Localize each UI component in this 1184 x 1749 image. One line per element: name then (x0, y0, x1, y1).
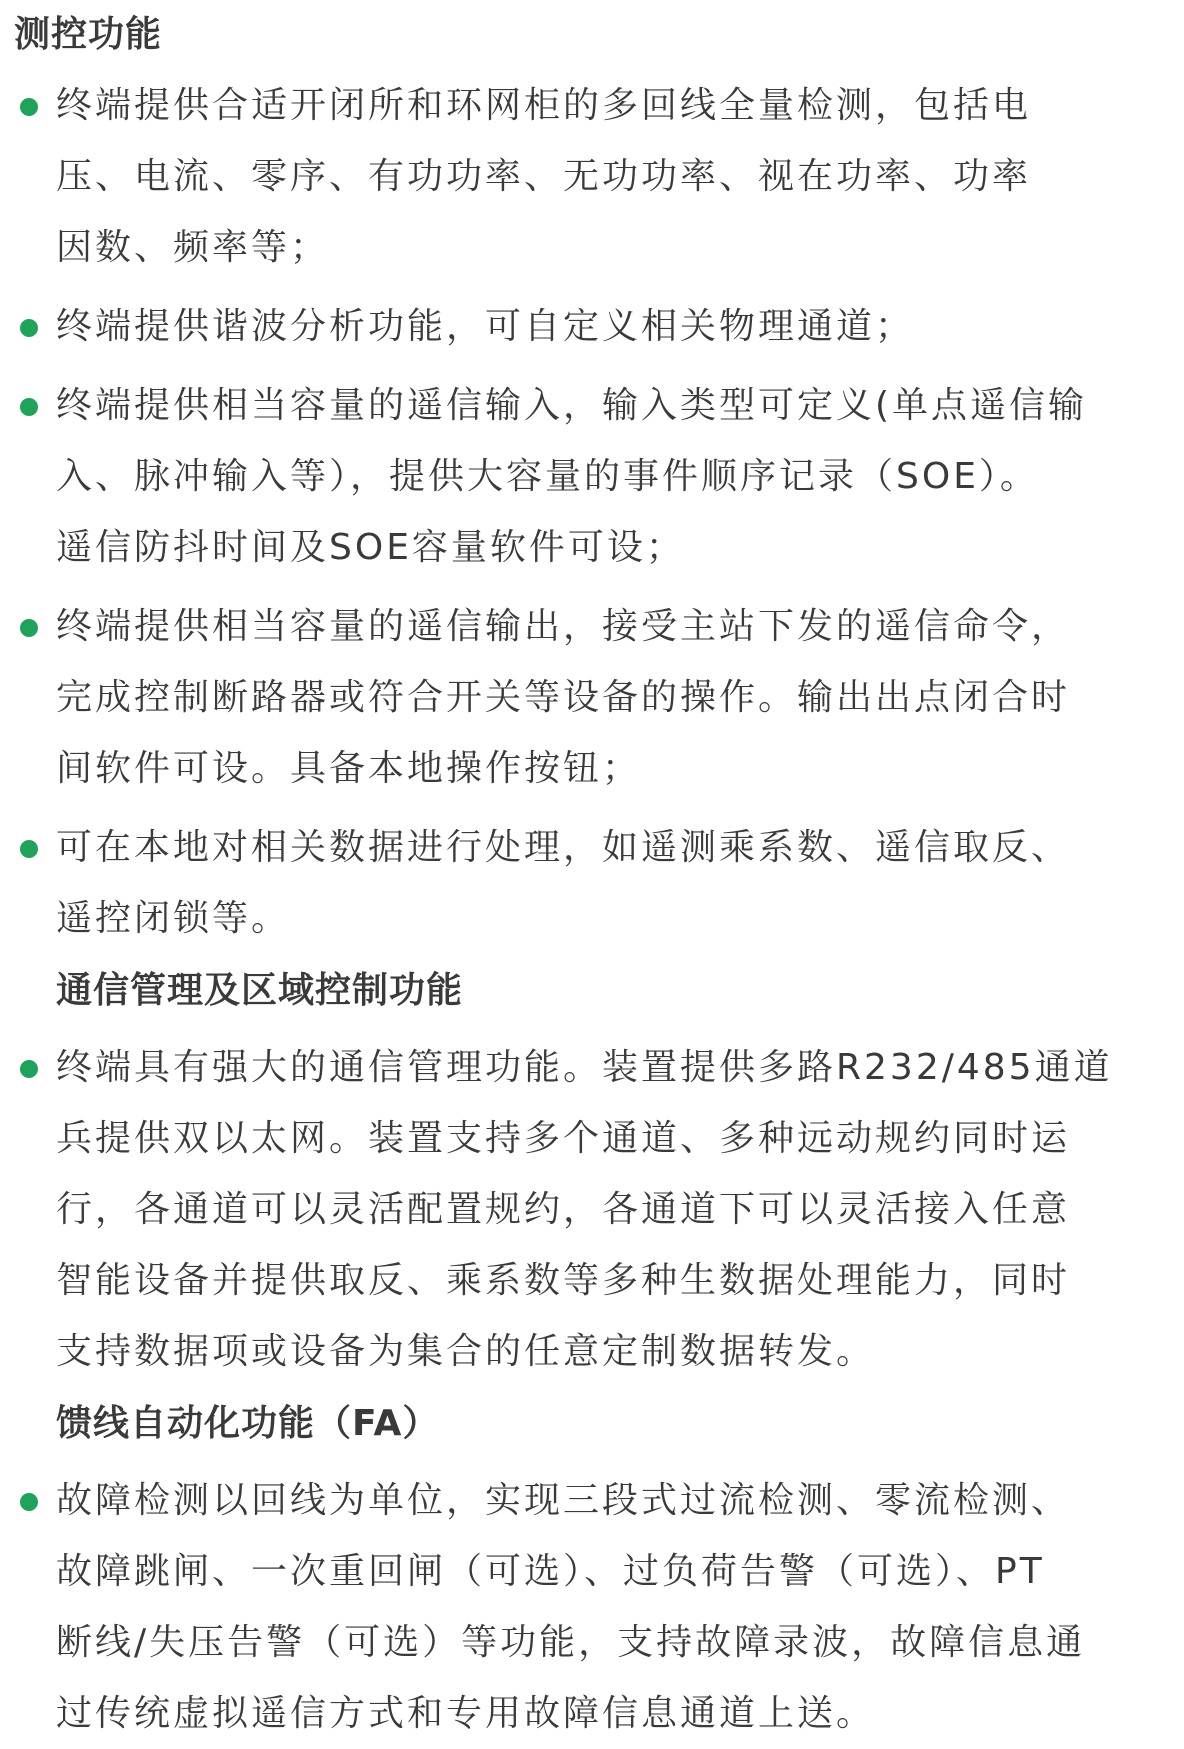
bullet-dot-icon (20, 398, 38, 416)
item-line: 智能设备并提供取反、乘系数等多种生数据处理能力，同时 (56, 1260, 1071, 1301)
item-line: 压、电流、零序、有功功率、无功功率、视在功率、功率 (56, 156, 1032, 197)
bullet-dot-icon (20, 319, 38, 337)
item-line: 支持数据项或设备为集合的任意定制数据转发。 (56, 1331, 876, 1372)
item-line: 兵提供双以太网。装置支持多个通道、多种远动规约同时运 (56, 1118, 1071, 1159)
item-line: 行，各通道可以灵活配置规约，各通道下可以灵活接入任意 (56, 1189, 1071, 1230)
list-item (14, 70, 1164, 283)
item-line: 入、脉冲输入等），提供大容量的事件顺序记录（SOE）。 (56, 456, 1039, 497)
list-item (14, 370, 1164, 583)
list-item (14, 1465, 1164, 1749)
section-title-measure-control: 测控功能 (14, 14, 163, 55)
bullet-dot-icon (20, 1060, 38, 1078)
item-line: 间软件可设。具备本地操作按钮； (56, 748, 642, 789)
item-line: 故障检测以回线为单位，实现三段式过流检测、零流检测、 (56, 1480, 1071, 1521)
item-line: 遥控闭锁等。 (56, 898, 291, 939)
bullet-dot-icon (20, 619, 38, 637)
section-title-comm-management: 通信管理及区域控制功能 (56, 970, 464, 1011)
item-line: 终端提供合适开闭所和环网柜的多回线全量检测，包括电 (56, 85, 1032, 126)
item-line: 过传统虚拟遥信方式和专用故障信息通道上送。 (56, 1693, 876, 1734)
list-item (14, 291, 1164, 362)
item-line: 可在本地对相关数据进行处理，如遥测乘系数、遥信取反、 (56, 827, 1071, 868)
item-line: 断线/失压告警（可选）等功能，支持故障录波，故障信息通 (56, 1622, 1086, 1663)
bullet-dot-icon (20, 98, 38, 116)
item-line: 终端具有强大的通信管理功能。装置提供多路R232/485通道 (56, 1047, 1113, 1088)
item-line: 终端提供相当容量的遥信输入，输入类型可定义(单点遥信输 (56, 385, 1088, 426)
list-item (14, 812, 1164, 954)
item-line: 终端提供相当容量的遥信输出，接受主站下发的遥信命令， (56, 606, 1071, 647)
list-item (14, 1032, 1164, 1387)
section-title-feeder-automation: 馈线自动化功能（FA） (56, 1403, 440, 1444)
item-line: 遥信防抖时间及SOE容量软件可设； (56, 527, 685, 568)
bullet-dot-icon (20, 840, 38, 858)
item-line: 故障跳闸、一次重回闸（可选）、过负荷告警（可选）、PT (56, 1551, 1045, 1592)
item-line: 因数、频率等； (56, 227, 330, 268)
list-item (14, 591, 1164, 804)
item-line: 终端提供谐波分析功能，可自定义相关物理通道； (56, 306, 915, 347)
bullet-dot-icon (20, 1493, 38, 1511)
item-line: 完成控制断路器或符合开关等设备的操作。输出出点闭合时 (56, 677, 1071, 718)
